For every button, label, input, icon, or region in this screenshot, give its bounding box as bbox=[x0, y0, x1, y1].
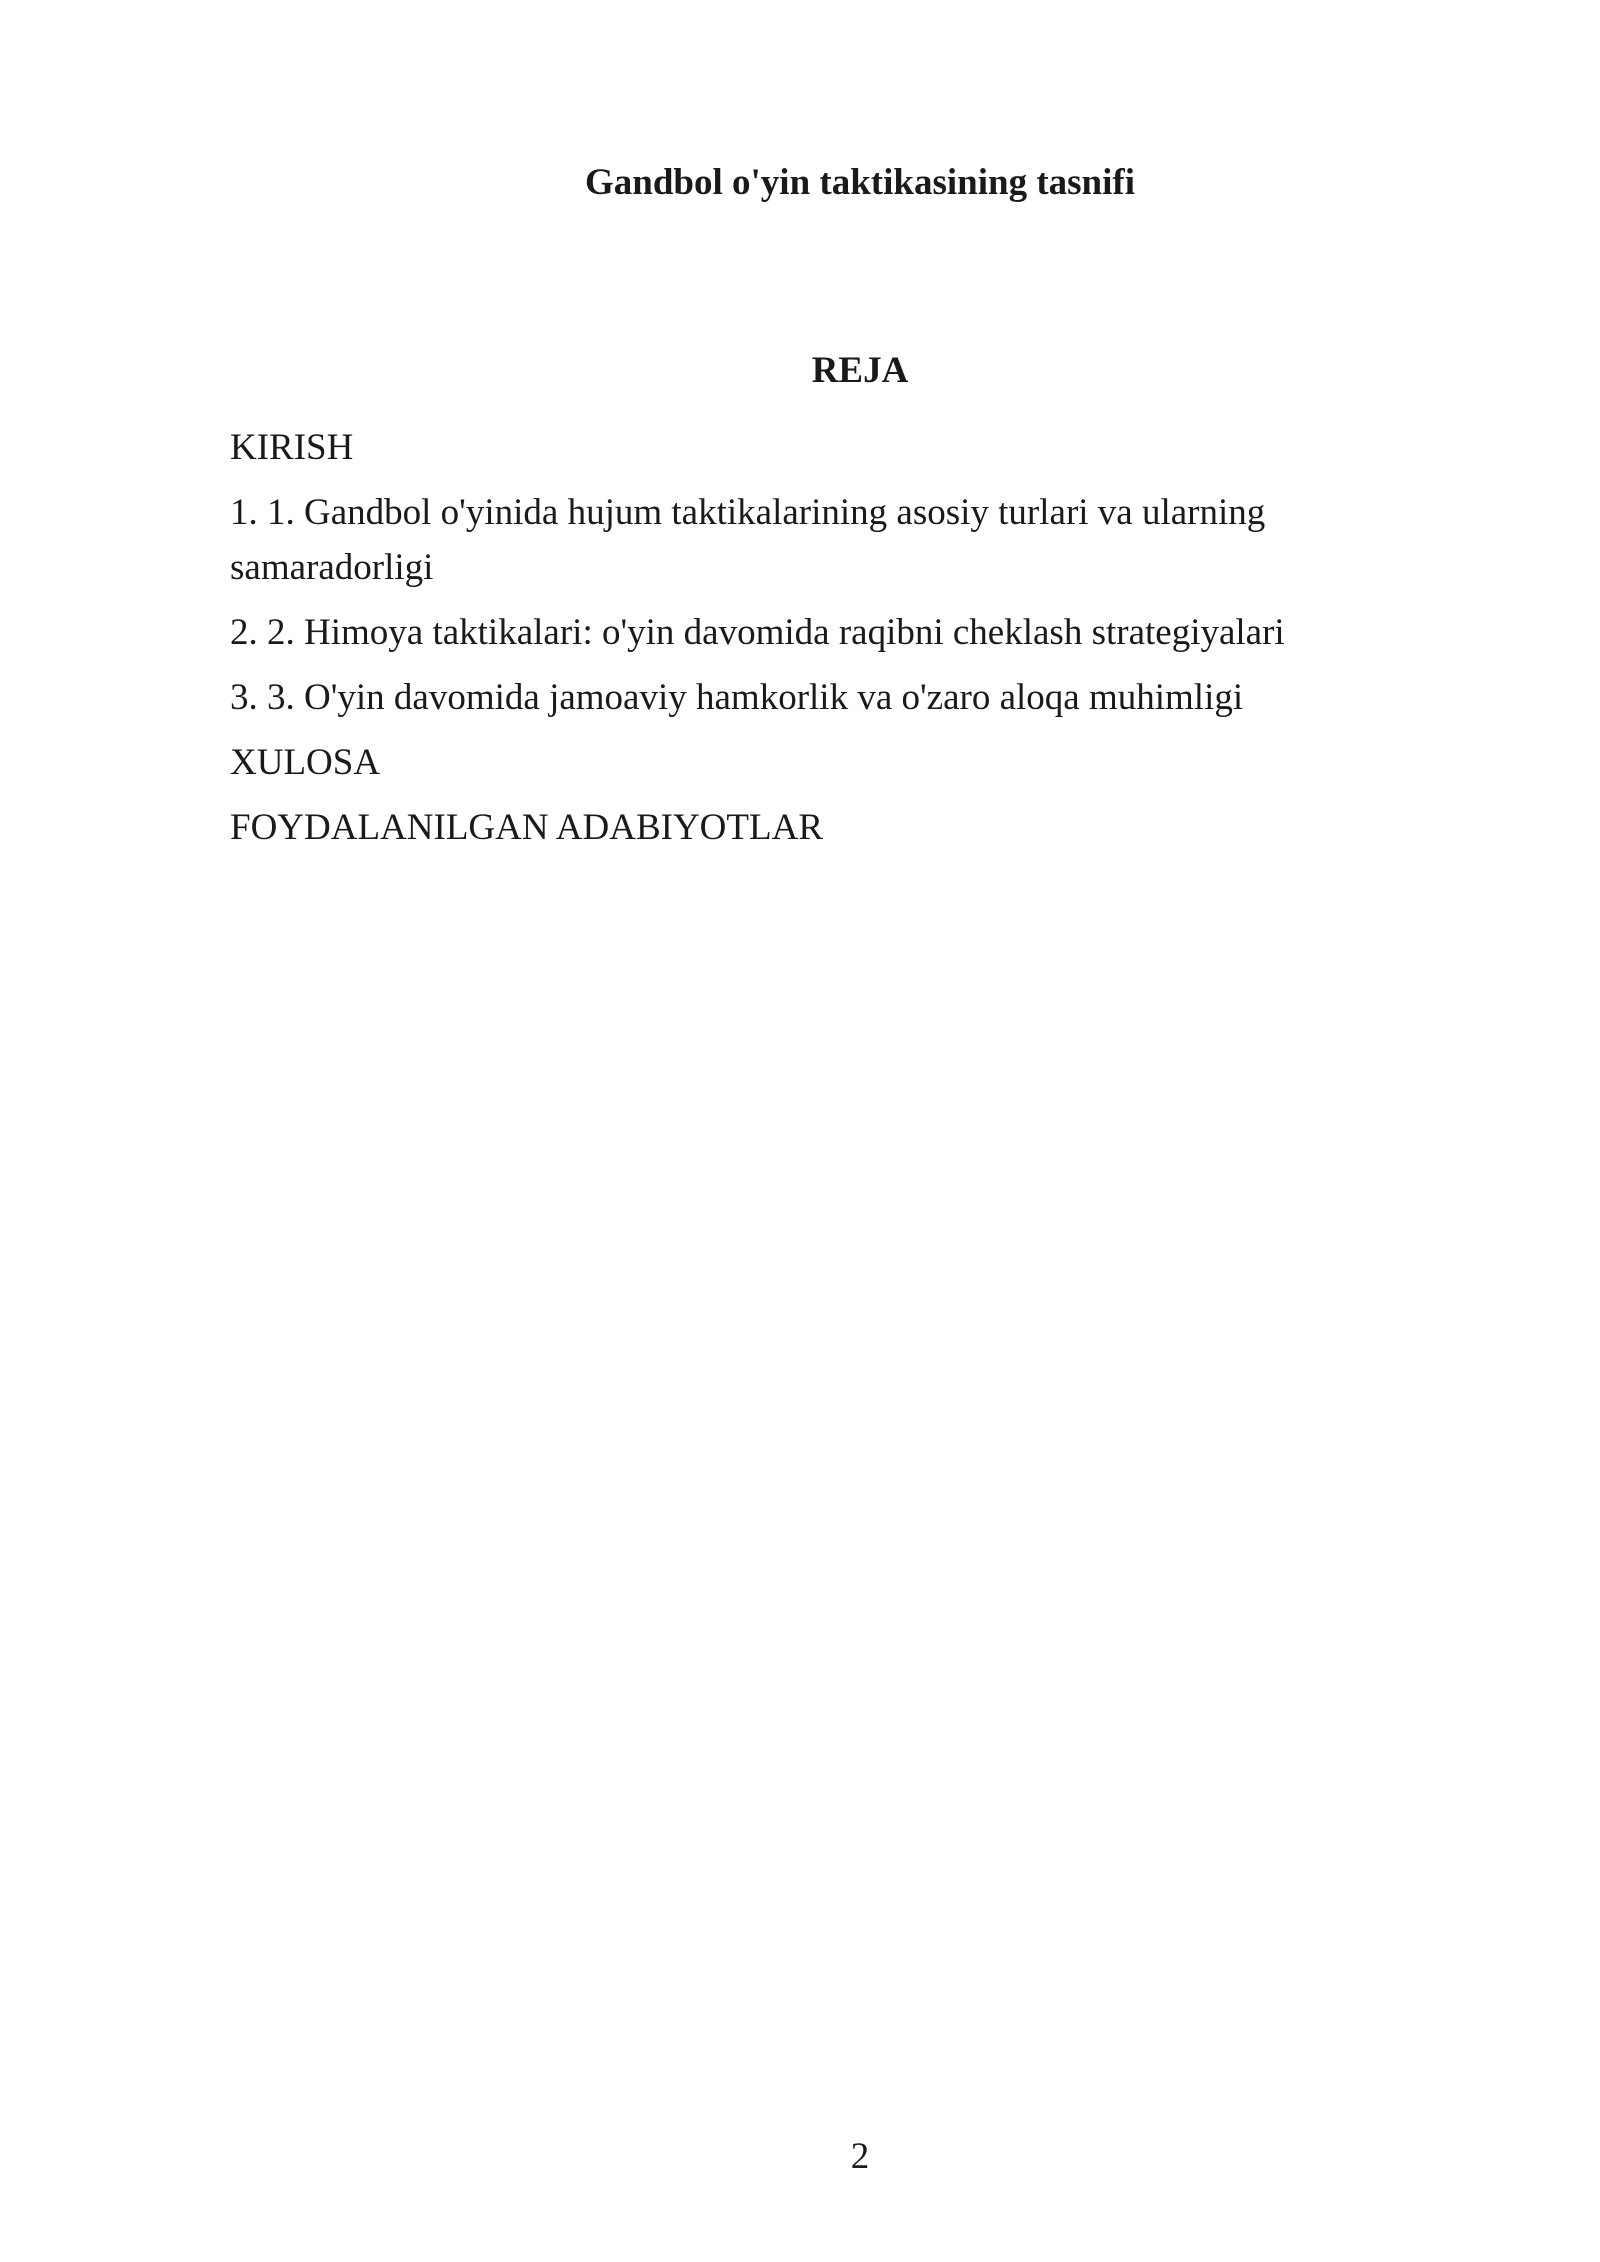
toc-item-introduction: KIRISH bbox=[230, 427, 354, 468]
toc-item-references: FOYDALANILGAN ADABIYOTLAR bbox=[230, 807, 823, 848]
toc-item-2: 2. 2. Himoya taktikalari: o'yin davomida raqibni cheklash strategiyalari bbox=[230, 612, 1285, 653]
toc-item-3: 3. 3. O'yin davomida jamoaviy hamkorlik va o'zaro aloqa muhimligi bbox=[230, 677, 1244, 718]
table-of-contents bbox=[230, 420, 1370, 865]
toc-item-conclusion: XULOSA bbox=[230, 742, 381, 783]
toc-item-1: 1. 1. Gandbol o'yinida hujum taktikalarining asosiy turlari va ularning samaradorligi bbox=[230, 492, 1266, 588]
page-number: 2 bbox=[850, 2136, 870, 2177]
toc-heading: REJA bbox=[811, 350, 909, 391]
document-title: Gandbol o'yin taktikasining tasnifi bbox=[584, 162, 1136, 203]
